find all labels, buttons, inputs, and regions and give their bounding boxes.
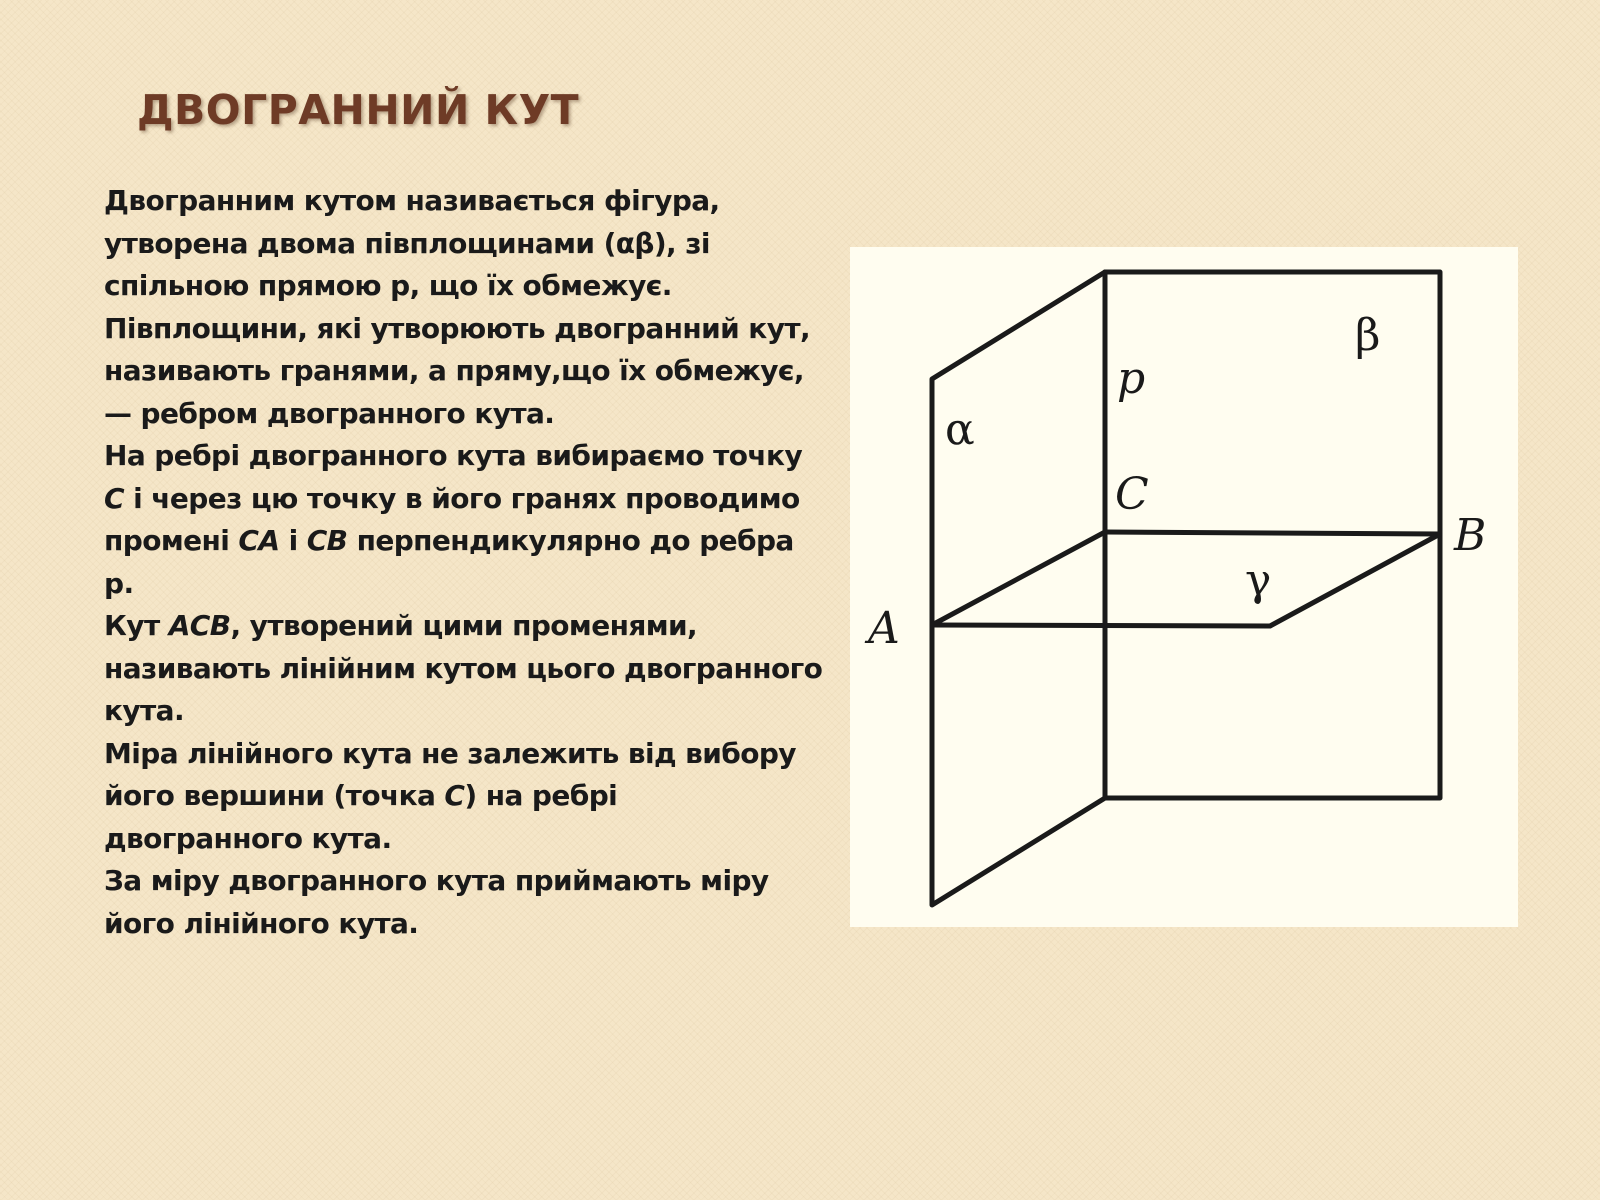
- label-beta: β: [1355, 310, 1381, 361]
- text-segment: , що їх обмежує.: [409, 269, 672, 302]
- text-segment: перпендикулярно до ребра р.: [104, 524, 794, 600]
- segment-gamma-side: [1270, 534, 1440, 626]
- segment-a-line: [932, 625, 1270, 626]
- half-plane-alpha: [932, 272, 1105, 905]
- ray-ca: [932, 532, 1105, 625]
- math-symbol: С: [444, 779, 465, 812]
- text-paragraph: [104, 308, 824, 436]
- text-segment: На ребрі двогранного кута вибираємо точку: [104, 439, 803, 472]
- math-symbol: СА: [238, 524, 280, 557]
- definition-text: [104, 180, 824, 945]
- text-paragraph: [104, 435, 824, 605]
- text-segment: і: [279, 524, 307, 557]
- text-segment: За міру двогранного кута приймають міру його лінійного кута.: [104, 864, 769, 940]
- text-paragraph: [104, 733, 824, 861]
- math-symbol: С: [104, 481, 124, 515]
- label-b: B: [1454, 510, 1487, 561]
- text-paragraph: [104, 605, 824, 733]
- label-p: p: [1117, 353, 1146, 404]
- ray-cb: [1105, 532, 1440, 534]
- slide-title: ДВОГРАННИЙ КУТ: [137, 86, 580, 134]
- text-segment: Міра лінійного кута не залежить від вибору його вершини (точка: [104, 736, 796, 812]
- label-gamma: γ: [1245, 555, 1272, 606]
- math-symbol: АСВ: [168, 609, 231, 642]
- label-a: A: [868, 603, 900, 654]
- label-c: C: [1115, 469, 1149, 520]
- text-segment: Кут: [104, 609, 169, 642]
- text-segment: , утворений цими променями, називають лінійним кутом цього двогранного кута.: [104, 609, 823, 727]
- label-alpha: α: [945, 404, 975, 455]
- text-paragraph: [104, 180, 824, 308]
- text-segment: Півплощини, які утворюють двогранний кут, називають гранями, а пряму,що їх обмежує, — ребром двогранного кута.: [104, 311, 811, 430]
- text-segment: Двогранним кутом називається фігура, утворена двома півплощинами (αβ), зі спільною прямою: [104, 184, 720, 302]
- text-paragraph: [104, 860, 824, 945]
- text-segment: ) на ребрі двогранного кута.: [104, 779, 618, 855]
- text-segment: і через цю точку в його гранях проводимо промені: [104, 481, 800, 557]
- text-segment: р: [390, 269, 410, 302]
- dihedral-angle-diagram: [850, 247, 1518, 927]
- dihedral-angle-figure: [850, 247, 1518, 927]
- math-symbol: СВ: [306, 524, 348, 557]
